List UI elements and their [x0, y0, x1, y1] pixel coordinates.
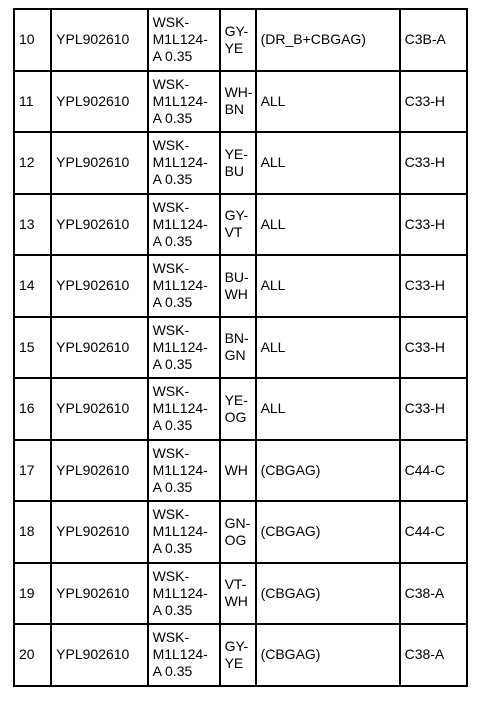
wire-color-cell-line: GY-	[224, 207, 249, 224]
row-number-cell: 13	[14, 194, 51, 256]
wire-spec-cell	[148, 71, 220, 133]
wire-spec-cell	[148, 501, 220, 563]
wire-spec-cell-line: WSK-	[152, 75, 190, 92]
wire-color-cell-line: GY-	[224, 637, 249, 654]
wire-color-cell-line: YE	[224, 39, 244, 56]
wire-color-cell-line: WH	[224, 285, 248, 302]
wire-color-cell-line: YE	[224, 654, 244, 671]
wire-spec-cell-line: A 0.35	[152, 540, 193, 557]
wire-color-cell-line: VT-	[224, 576, 247, 593]
wire-color-cell	[220, 624, 256, 686]
wire-color-cell	[220, 194, 256, 256]
wire-spec-cell-line: M1L124-	[152, 154, 208, 171]
connector-cell: C33-H	[400, 378, 467, 440]
wire-spec-cell-line: WSK-	[152, 444, 190, 461]
connector-cell: C44-C	[400, 501, 467, 563]
wire-color-cell	[220, 255, 256, 317]
wire-color-cell	[220, 563, 256, 625]
wire-color-cell-line: WH	[224, 593, 248, 610]
wire-spec-cell-line: A 0.35	[152, 601, 193, 618]
wire-color-cell-line: BU	[224, 162, 245, 179]
wire-color-cell-line: YE-	[224, 391, 248, 408]
wire-spec-cell-line: M1L124-	[152, 338, 208, 355]
wire-color-cell-line: BN	[224, 101, 245, 118]
option-cell: (CBGAG)	[256, 563, 400, 625]
option-cell: (CBGAG)	[256, 440, 400, 502]
wire-color-cell-line: YE-	[224, 145, 248, 162]
wire-spec-cell-line: WSK-	[152, 567, 190, 584]
option-cell: ALL	[256, 317, 400, 379]
part-number-cell: YPL902610	[51, 71, 147, 133]
wire-color-cell-line: WH	[224, 461, 248, 478]
table-row	[14, 9, 467, 71]
wire-spec-cell-line: A 0.35	[152, 171, 193, 188]
row-number-cell: 19	[14, 563, 51, 625]
wire-color-cell-line: GY-	[224, 22, 249, 39]
option-cell: ALL	[256, 71, 400, 133]
wire-spec-cell	[148, 563, 220, 625]
wire-spec-cell-line: M1L124-	[152, 215, 208, 232]
wire-spec-cell	[148, 255, 220, 317]
wire-spec-cell-line: M1L124-	[152, 461, 208, 478]
option-cell: (CBGAG)	[256, 624, 400, 686]
row-number-cell: 20	[14, 624, 51, 686]
connector-cell: C44-C	[400, 440, 467, 502]
row-number-cell: 10	[14, 9, 51, 71]
wire-spec-cell	[148, 440, 220, 502]
wire-color-cell-line: WH-	[224, 84, 253, 101]
part-number-cell: YPL902610	[51, 317, 147, 379]
row-number-cell: 11	[14, 71, 51, 133]
wire-color-cell-line: BU-	[224, 268, 249, 285]
wire-spec-cell-line: M1L124-	[152, 646, 208, 663]
table-row	[14, 132, 467, 194]
option-cell: (DR_B+CBGAG)	[256, 9, 400, 71]
part-number-cell: YPL902610	[51, 132, 147, 194]
wire-color-cell-line: GN-	[224, 514, 251, 531]
part-number-cell: YPL902610	[51, 563, 147, 625]
wire-spec-cell-line: M1L124-	[152, 400, 208, 417]
wire-spec-cell	[148, 132, 220, 194]
table-row	[14, 378, 467, 440]
wire-spec-cell-line: M1L124-	[152, 277, 208, 294]
row-number-cell: 12	[14, 132, 51, 194]
wire-color-cell	[220, 317, 256, 379]
wire-spec-cell-line: WSK-	[152, 137, 190, 154]
row-number-cell: 14	[14, 255, 51, 317]
wire-spec-cell-line: A 0.35	[152, 48, 193, 65]
wire-color-cell	[220, 501, 256, 563]
wire-spec-cell-line: A 0.35	[152, 232, 193, 249]
wire-spec-cell-line: A 0.35	[152, 417, 193, 434]
wire-spec-cell-line: M1L124-	[152, 584, 208, 601]
wire-spec-cell-line: WSK-	[152, 260, 190, 277]
wire-color-cell-line: OG	[224, 531, 247, 548]
wire-spec-cell-line: WSK-	[152, 198, 190, 215]
table-row	[14, 71, 467, 133]
part-number-cell: YPL902610	[51, 624, 147, 686]
table-row	[14, 194, 467, 256]
option-cell: ALL	[256, 378, 400, 440]
row-number-cell: 16	[14, 378, 51, 440]
wire-color-cell	[220, 440, 256, 502]
wire-spec-cell	[148, 317, 220, 379]
option-cell: (CBGAG)	[256, 501, 400, 563]
wire-color-cell	[220, 71, 256, 133]
part-number-cell: YPL902610	[51, 194, 147, 256]
wire-spec-cell-line: WSK-	[152, 629, 190, 646]
wire-spec-cell	[148, 194, 220, 256]
connector-cell: C38-A	[400, 563, 467, 625]
connector-cell: C3B-A	[400, 9, 467, 71]
option-cell: ALL	[256, 194, 400, 256]
wire-spec-cell	[148, 378, 220, 440]
wire-spec-cell-line: A 0.35	[152, 663, 193, 680]
wire-color-cell-line: VT	[224, 224, 243, 241]
option-cell: ALL	[256, 255, 400, 317]
table-row	[14, 440, 467, 502]
row-number-cell: 17	[14, 440, 51, 502]
option-cell: ALL	[256, 132, 400, 194]
part-number-cell: YPL902610	[51, 255, 147, 317]
wire-spec-cell-line: A 0.35	[152, 478, 193, 495]
wire-spec-cell	[148, 624, 220, 686]
wire-spec-cell-line: M1L124-	[152, 523, 208, 540]
connector-cell: C33-H	[400, 71, 467, 133]
wire-spec-cell-line: WSK-	[152, 506, 190, 523]
wire-color-cell	[220, 378, 256, 440]
wire-color-cell	[220, 9, 256, 71]
wire-spec-cell-line: WSK-	[152, 14, 190, 31]
connector-cell: C33-H	[400, 255, 467, 317]
wire-color-cell	[220, 132, 256, 194]
table-row	[14, 624, 467, 686]
wiring-table-body	[14, 9, 467, 686]
wire-spec-cell	[148, 9, 220, 71]
wire-spec-cell-line: A 0.35	[152, 355, 193, 372]
connector-cell: C33-H	[400, 317, 467, 379]
wire-spec-cell-line: M1L124-	[152, 92, 208, 109]
wire-color-cell-line: OG	[224, 408, 247, 425]
wire-spec-cell-line: M1L124-	[152, 31, 208, 48]
wire-spec-cell-line: WSK-	[152, 383, 190, 400]
table-row	[14, 317, 467, 379]
table-row	[14, 501, 467, 563]
wire-spec-cell-line: WSK-	[152, 321, 190, 338]
connector-cell: C33-H	[400, 132, 467, 194]
part-number-cell: YPL902610	[51, 501, 147, 563]
row-number-cell: 15	[14, 317, 51, 379]
part-number-cell: YPL902610	[51, 378, 147, 440]
wire-color-cell-line: GN	[224, 347, 246, 364]
wiring-table	[13, 8, 468, 687]
table-row	[14, 255, 467, 317]
wire-spec-cell-line: A 0.35	[152, 294, 193, 311]
connector-cell: C33-H	[400, 194, 467, 256]
part-number-cell: YPL902610	[51, 9, 147, 71]
row-number-cell: 18	[14, 501, 51, 563]
table-row	[14, 563, 467, 625]
part-number-cell: YPL902610	[51, 440, 147, 502]
wire-spec-cell-line: A 0.35	[152, 109, 193, 126]
wire-color-cell-line: BN-	[224, 330, 249, 347]
connector-cell: C38-A	[400, 624, 467, 686]
